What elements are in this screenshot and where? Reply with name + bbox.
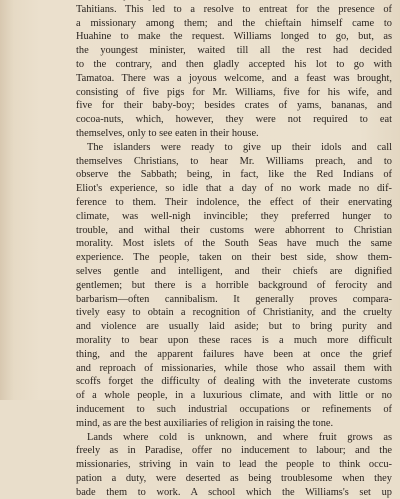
text-line: ference to them. Their indolence, the effect of their enervating: [76, 196, 392, 210]
text-line: mind, as are the best auxiliaries of religion in raising the tone.: [76, 417, 392, 431]
text-line: experience. The people, taken on their best side, show them-: [76, 251, 392, 265]
text-line: tively easy to obtain a recognition of Christianity, and the cruelty: [76, 306, 392, 320]
text-line: and violence are usually laid aside; but to bring purity and: [76, 320, 392, 334]
text-line: Lands where cold is unknown, and where fruit grows as: [76, 431, 392, 445]
text-line: themselves, only to see eaten in their house.: [76, 127, 392, 141]
text-line: morality to bear upon these races is a much more difficult: [76, 334, 392, 348]
text-line: Huahine to make the request. Williams longed to go, but, as: [76, 30, 392, 44]
text-line: climate, was well-nigh invincible; they preferred hunger to: [76, 210, 392, 224]
text-line: freely as in Paradise, offer no inducement to labour; and the: [76, 444, 392, 458]
text-line: scoffs forget the difficulty of dealing with the inveterate customs: [76, 375, 392, 389]
text-line: The islanders were ready to give up their idols and call: [76, 141, 392, 155]
text-line: themselves Christians, to hear Mr. Williams preach, and to: [76, 155, 392, 169]
text-line: the youngest minister, waited till all the rest had decided: [76, 44, 392, 58]
text-line: barbarism—often cannibalism. It generally proves compara-: [76, 293, 392, 307]
text-line: Eliot's experience, so idle that a day of no work made no dif-: [76, 182, 392, 196]
text-line: inducement to such industrial occupations or refinements of: [76, 403, 392, 417]
text-line: Tahitians. This led to a resolve to entreat for the presence of: [76, 3, 392, 17]
text-line: missionaries, striving in vain to lead the people to think occu-: [76, 458, 392, 472]
text-line: Tamatoa. There was a joyous welcome, and a feast was brought,: [76, 72, 392, 86]
paragraph: [76, 431, 392, 499]
paragraph: [76, 141, 392, 431]
text-line: a missionary among them; and the chieftain himself came to: [76, 17, 392, 31]
text-line: and reproach of missionaries, while those who assail them with: [76, 362, 392, 376]
page-text: [76, 0, 392, 499]
text-line: of a whole people, in a luxurious climate, and with little or no: [76, 389, 392, 403]
text-line: gentlemen; but there is a horrible background of ferocity and: [76, 279, 392, 293]
text-line: selves gentle and intelligent, and their chiefs are dignified: [76, 265, 392, 279]
paragraph: [76, 0, 392, 141]
text-line: bade them to work. A school which the Williams's set up: [76, 486, 392, 499]
text-line: morality. Most islets of the South Seas have much the same: [76, 237, 392, 251]
text-line: observe the Sabbath; being, in fact, like the Red Indians of: [76, 168, 392, 182]
text-line: pation a duty, were deserted as being troublesome when they: [76, 472, 392, 486]
text-line: thing, and the apparent failures have been at once the grief: [76, 348, 392, 362]
text-line: five for their baby-boy; besides crates of yams, bananas, and: [76, 99, 392, 113]
text-line: consisting of five pigs for Mr. Williams, five for his wife, and: [76, 86, 392, 100]
text-line: to the contrary, and then gladly accepted his lot to go with: [76, 58, 392, 72]
text-line: cocoa-nuts, which, however, they were not required to eat: [76, 113, 392, 127]
text-line: trouble, and withal their customs were abhorrent to Christian: [76, 224, 392, 238]
